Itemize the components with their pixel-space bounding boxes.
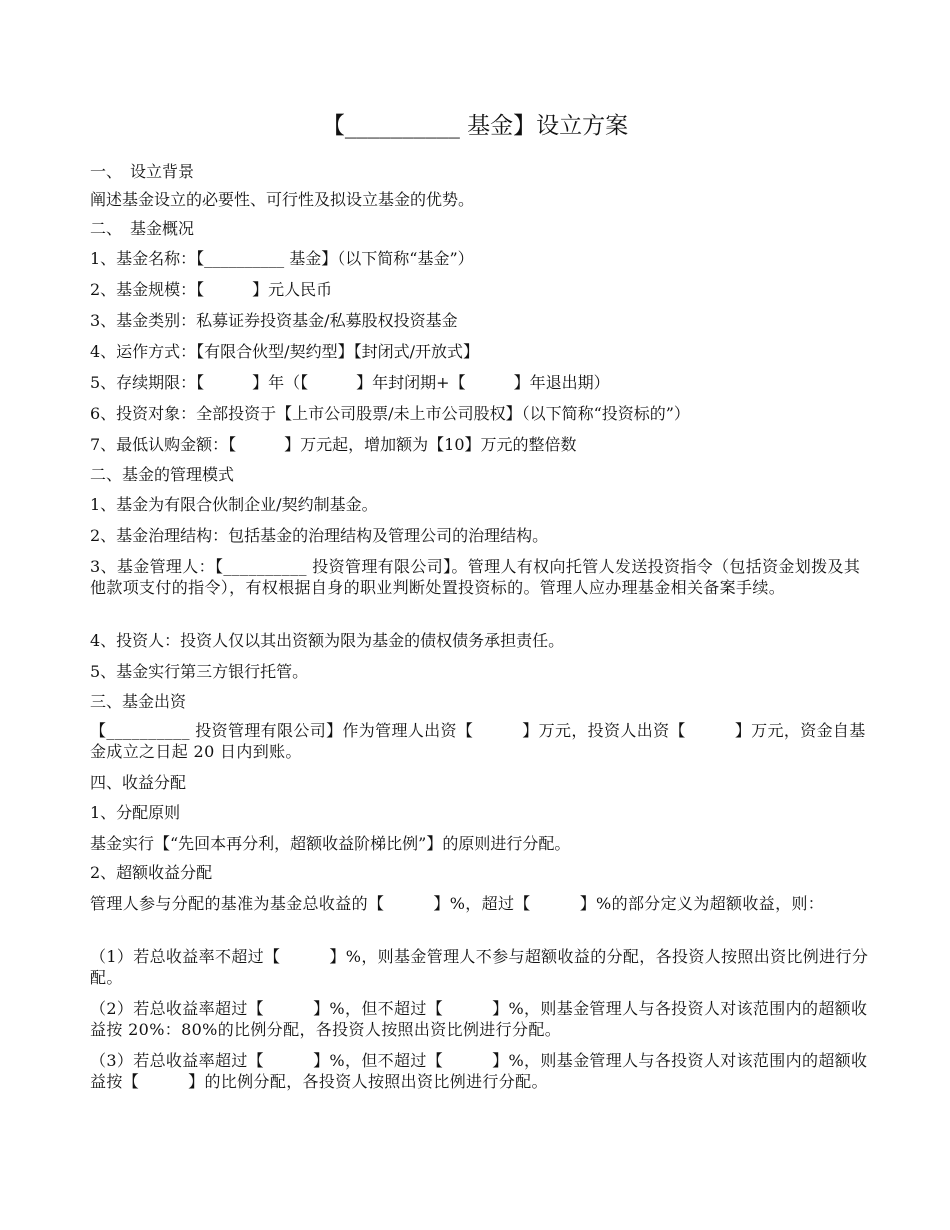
- item-duration: 5、存续期限：【 】年（【 】年封闭期+【 】年退出期）: [90, 373, 610, 392]
- heading-distribution: 四、收益分配: [90, 773, 187, 792]
- subheading-principle: 1、分配原则: [90, 803, 181, 822]
- item-fund-name: 1、基金名称：【__________ 基金】（以下简称“基金”）: [90, 249, 474, 268]
- paragraph-contribution: 【__________ 投资管理有限公司】作为管理人出资【 】万元，投资人出资【 】万元，资金自基金成立之日起 20 日内到账。: [90, 721, 866, 761]
- item-fund-size: 2、基金规模：【 】元人民币: [90, 280, 333, 299]
- item-custody: 5、基金实行第三方银行托管。: [90, 662, 309, 681]
- paragraph-background: 阐述基金设立的必要性、可行性及拟设立基金的优势。: [90, 190, 475, 209]
- item-minimum-subscription: 7、最低认购金额：【 】万元起，增加额为【10】万元的整倍数: [90, 435, 577, 454]
- heading-contribution: 三、基金出资: [90, 692, 187, 711]
- subheading-excess-return: 2、超额收益分配: [90, 863, 213, 882]
- item-investor: 4、投资人：投资人仅以其出资额为限为基金的债权债务承担责任。: [90, 631, 565, 650]
- item-operation-mode: 4、运作方式：【有限合伙型/契约型】【封闭式/开放式】: [90, 342, 479, 361]
- clause-1: （1）若总收益率不超过【 】%，则基金管理人不参与超额收益的分配，各投资人按照出资比例进行分配。: [90, 947, 869, 987]
- paragraph-excess-basis: 管理人参与分配的基准为基金总收益的【 】%，超过【 】%的部分定义为超额收益，则：: [90, 894, 825, 913]
- item-fund-manager: 3、基金管理人：【__________ 投资管理有限公司】。管理人有权向托管人发送投资指令（包括资金划拨及其他款项支付的指令），有权根据自身的职业判断处置投资标的。管理人应办理基金相关备案手续。: [90, 557, 861, 597]
- heading-overview: 二、 基金概况: [90, 219, 195, 238]
- clause-3: （3）若总收益率超过【 】%，但不超过【 】%，则基金管理人与各投资人对该范围内的超额收益按【 】的比例分配，各投资人按照出资比例进行分配。: [90, 1051, 868, 1091]
- heading-background: 一、 设立背景: [90, 162, 195, 181]
- item-fund-form: 1、基金为有限合伙制企业/契约制基金。: [90, 495, 378, 514]
- item-fund-type: 3、基金类别：私募证券投资基金/私募股权投资基金: [90, 311, 458, 330]
- heading-management-mode: 二、基金的管理模式: [90, 465, 235, 484]
- clause-2: （2）若总收益率超过【 】%，但不超过【 】%，则基金管理人与各投资人对该范围内的超额收益按 20%：80%的比例分配，各投资人按照出资比例进行分配。: [90, 999, 868, 1039]
- paragraph-principle: 基金实行【“先回本再分利，超额收益阶梯比例”】的原则进行分配。: [90, 834, 571, 853]
- item-investment-target: 6、投资对象：全部投资于【上市公司股票/未上市公司股权】（以下简称“投资标的”）: [90, 404, 690, 423]
- document-title: 【__________ 基金】设立方案: [321, 113, 629, 139]
- item-governance: 2、基金治理结构：包括基金的治理结构及管理公司的治理结构。: [90, 526, 549, 545]
